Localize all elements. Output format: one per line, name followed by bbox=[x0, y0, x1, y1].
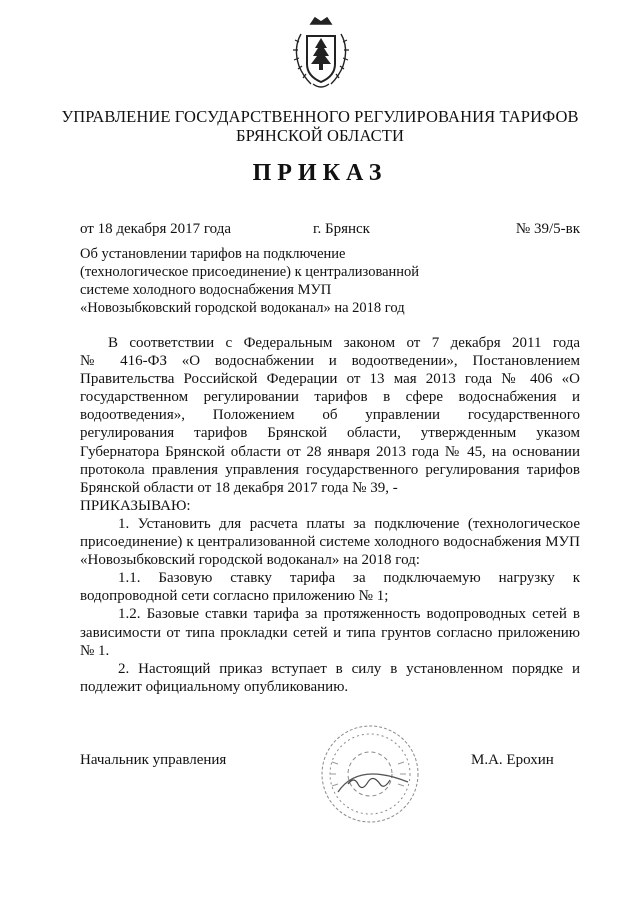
order-date: от 18 декабря 2017 года bbox=[80, 221, 232, 237]
order-city: г. Брянск bbox=[313, 221, 370, 237]
signatory-name: М.А. Ерохин bbox=[471, 752, 554, 768]
orders-keyword: ПРИКАЗЫВАЮ: bbox=[80, 497, 191, 514]
order-number: № 39/5-вк bbox=[515, 221, 580, 237]
preamble-line: В соответствии с Федеральным законом от 7 декабря 2011 года bbox=[108, 335, 580, 351]
item-line: 1.1. Базовую ставку тарифа за подключаемую нагрузку к bbox=[118, 570, 580, 587]
order-items bbox=[80, 515, 580, 696]
item-line: 1.2. Базовые ставки тарифа за протяженность водопроводных сетей в bbox=[118, 606, 580, 623]
item-line: «Новозыбковский городской водоканал» на 2018 год: bbox=[80, 552, 420, 569]
item-line: 1. Установить для расчета платы за подключение (технологическое bbox=[118, 516, 580, 532]
subject-line: Об установлении тарифов на подключение bbox=[80, 246, 346, 262]
preamble-line: № 416-ФЗ «О водоснабжении и водоотведении», Постановлением bbox=[80, 353, 580, 370]
preamble-line: Губернатора Брянской области от 28 января 2013 года № 45, на основании bbox=[80, 443, 580, 460]
item-line: № 1. bbox=[80, 642, 110, 659]
coat-of-arms-icon bbox=[289, 14, 353, 94]
round-seal-stamp-icon bbox=[318, 722, 423, 827]
organization-name-line2: БРЯНСКОЙ ОБЛАСТИ bbox=[236, 126, 404, 145]
preamble-line: регулирования тарифов Брянской области, утвержденным указом bbox=[80, 425, 580, 442]
item-line: зависимости от типа прокладки сетей и типа грунтов согласно приложению bbox=[80, 624, 580, 641]
subject-line: системе холодного водоснабжения МУП bbox=[80, 282, 332, 298]
subject-line: (технологическое присоединение) к централизованной bbox=[80, 264, 420, 280]
preamble-line: Правительства Российской Федерации от 13 мая 2013 года № 406 «О bbox=[80, 371, 580, 388]
item-line: водопроводной сети согласно приложению № 1; bbox=[80, 588, 389, 605]
item-line: 2. Настоящий приказ вступает в силу в установленном порядке и bbox=[118, 660, 580, 677]
organization-name-line1: УПРАВЛЕНИЕ ГОСУДАРСТВЕННОГО РЕГУЛИРОВАНИЯ ТАРИФОВ bbox=[61, 107, 579, 126]
signatory-position: Начальник управления bbox=[80, 752, 227, 768]
order-subject bbox=[80, 245, 420, 317]
preamble-paragraph bbox=[80, 334, 580, 515]
document-title: ПРИКАЗ bbox=[252, 160, 388, 186]
preamble-line: государственном регулировании тарифов в сфере водоснабжения и bbox=[80, 389, 580, 406]
item-line: подлежит официальному опубликованию. bbox=[80, 678, 349, 695]
preamble-line: Брянской области от 18 декабря 2017 года № 39, - bbox=[80, 479, 398, 496]
item-line: присоединение) к централизованной системе холодного водоснабжения МУП bbox=[80, 534, 580, 551]
preamble-line: протокола правления управления государственного регулирования тарифов bbox=[80, 461, 580, 478]
preamble-line: водоотведения», Положением об управлении государственного bbox=[80, 407, 580, 424]
subject-line: «Новозыбковский городской водоканал» на 2018 год bbox=[80, 300, 405, 316]
